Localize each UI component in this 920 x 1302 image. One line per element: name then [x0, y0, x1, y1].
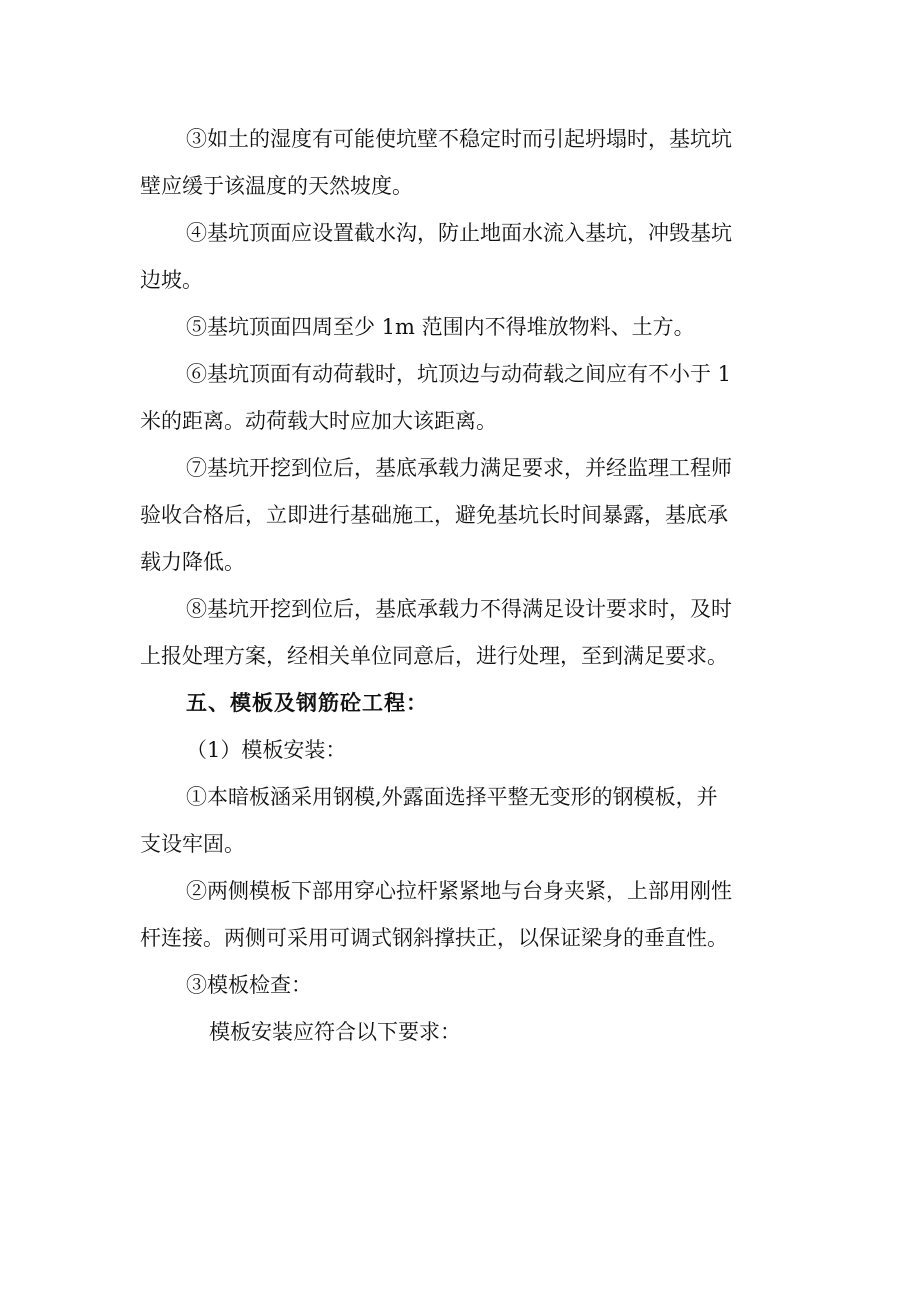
paragraph-line: ⑦基坑开挖到位后，基底承载力满足要求，并经监理工程师 [186, 456, 732, 480]
document-body [140, 116, 785, 1056]
subsection-heading: （1）模板安装： [186, 738, 347, 762]
paragraph-line: 米的距离。动荷载大时应加大该距离。 [140, 409, 497, 433]
paragraph-line: ⑤基坑顶面四周至少 1m 范围内不得堆放物料、土方。 [186, 315, 695, 339]
paragraph-line: ②两侧模板下部用穿心拉杆紧紧地与台身夹紧，上部用刚性 [186, 879, 732, 903]
paragraph-line: ⑧基坑开挖到位后，基底承载力不得满足设计要求时，及时 [186, 597, 732, 621]
paragraph-line: 载力降低。 [140, 550, 245, 574]
paragraph-line: 杆连接。两侧可采用可调式钢斜撑扶正，以保证梁身的垂直性。 [140, 926, 728, 950]
paragraph-line: 上报处理方案，经相关单位同意后，进行处理，至到满足要求。 [140, 644, 728, 668]
paragraph-line: 支设牢固。 [140, 832, 245, 856]
paragraph-line: ④基坑顶面应设置截水沟，防止地面水流入基坑，冲毁基坑 [186, 221, 732, 245]
paragraph-line: 壁应缓于该温度的天然坡度。 [140, 174, 413, 198]
paragraph-line: 验收合格后，立即进行基础施工，避免基坑长时间暴露，基底承 [140, 503, 728, 527]
paragraph-line: ③模板检查： [186, 973, 312, 997]
paragraph-line: 边坡。 [140, 268, 203, 292]
paragraph-line: 模板安装应符合以下要求： [209, 1020, 461, 1044]
section-heading: 五、模板及钢筋砼工程： [186, 691, 428, 715]
paragraph-line: ①本暗板涵采用钢模,外露面选择平整无变形的钢模板，并 [186, 785, 718, 809]
paragraph-line: ③如土的湿度有可能使坑壁不稳定时而引起坍塌时，基坑坑 [186, 127, 732, 151]
paragraph-line: ⑥基坑顶面有动荷载时，坑顶边与动荷载之间应有不小于 1 [186, 362, 732, 386]
